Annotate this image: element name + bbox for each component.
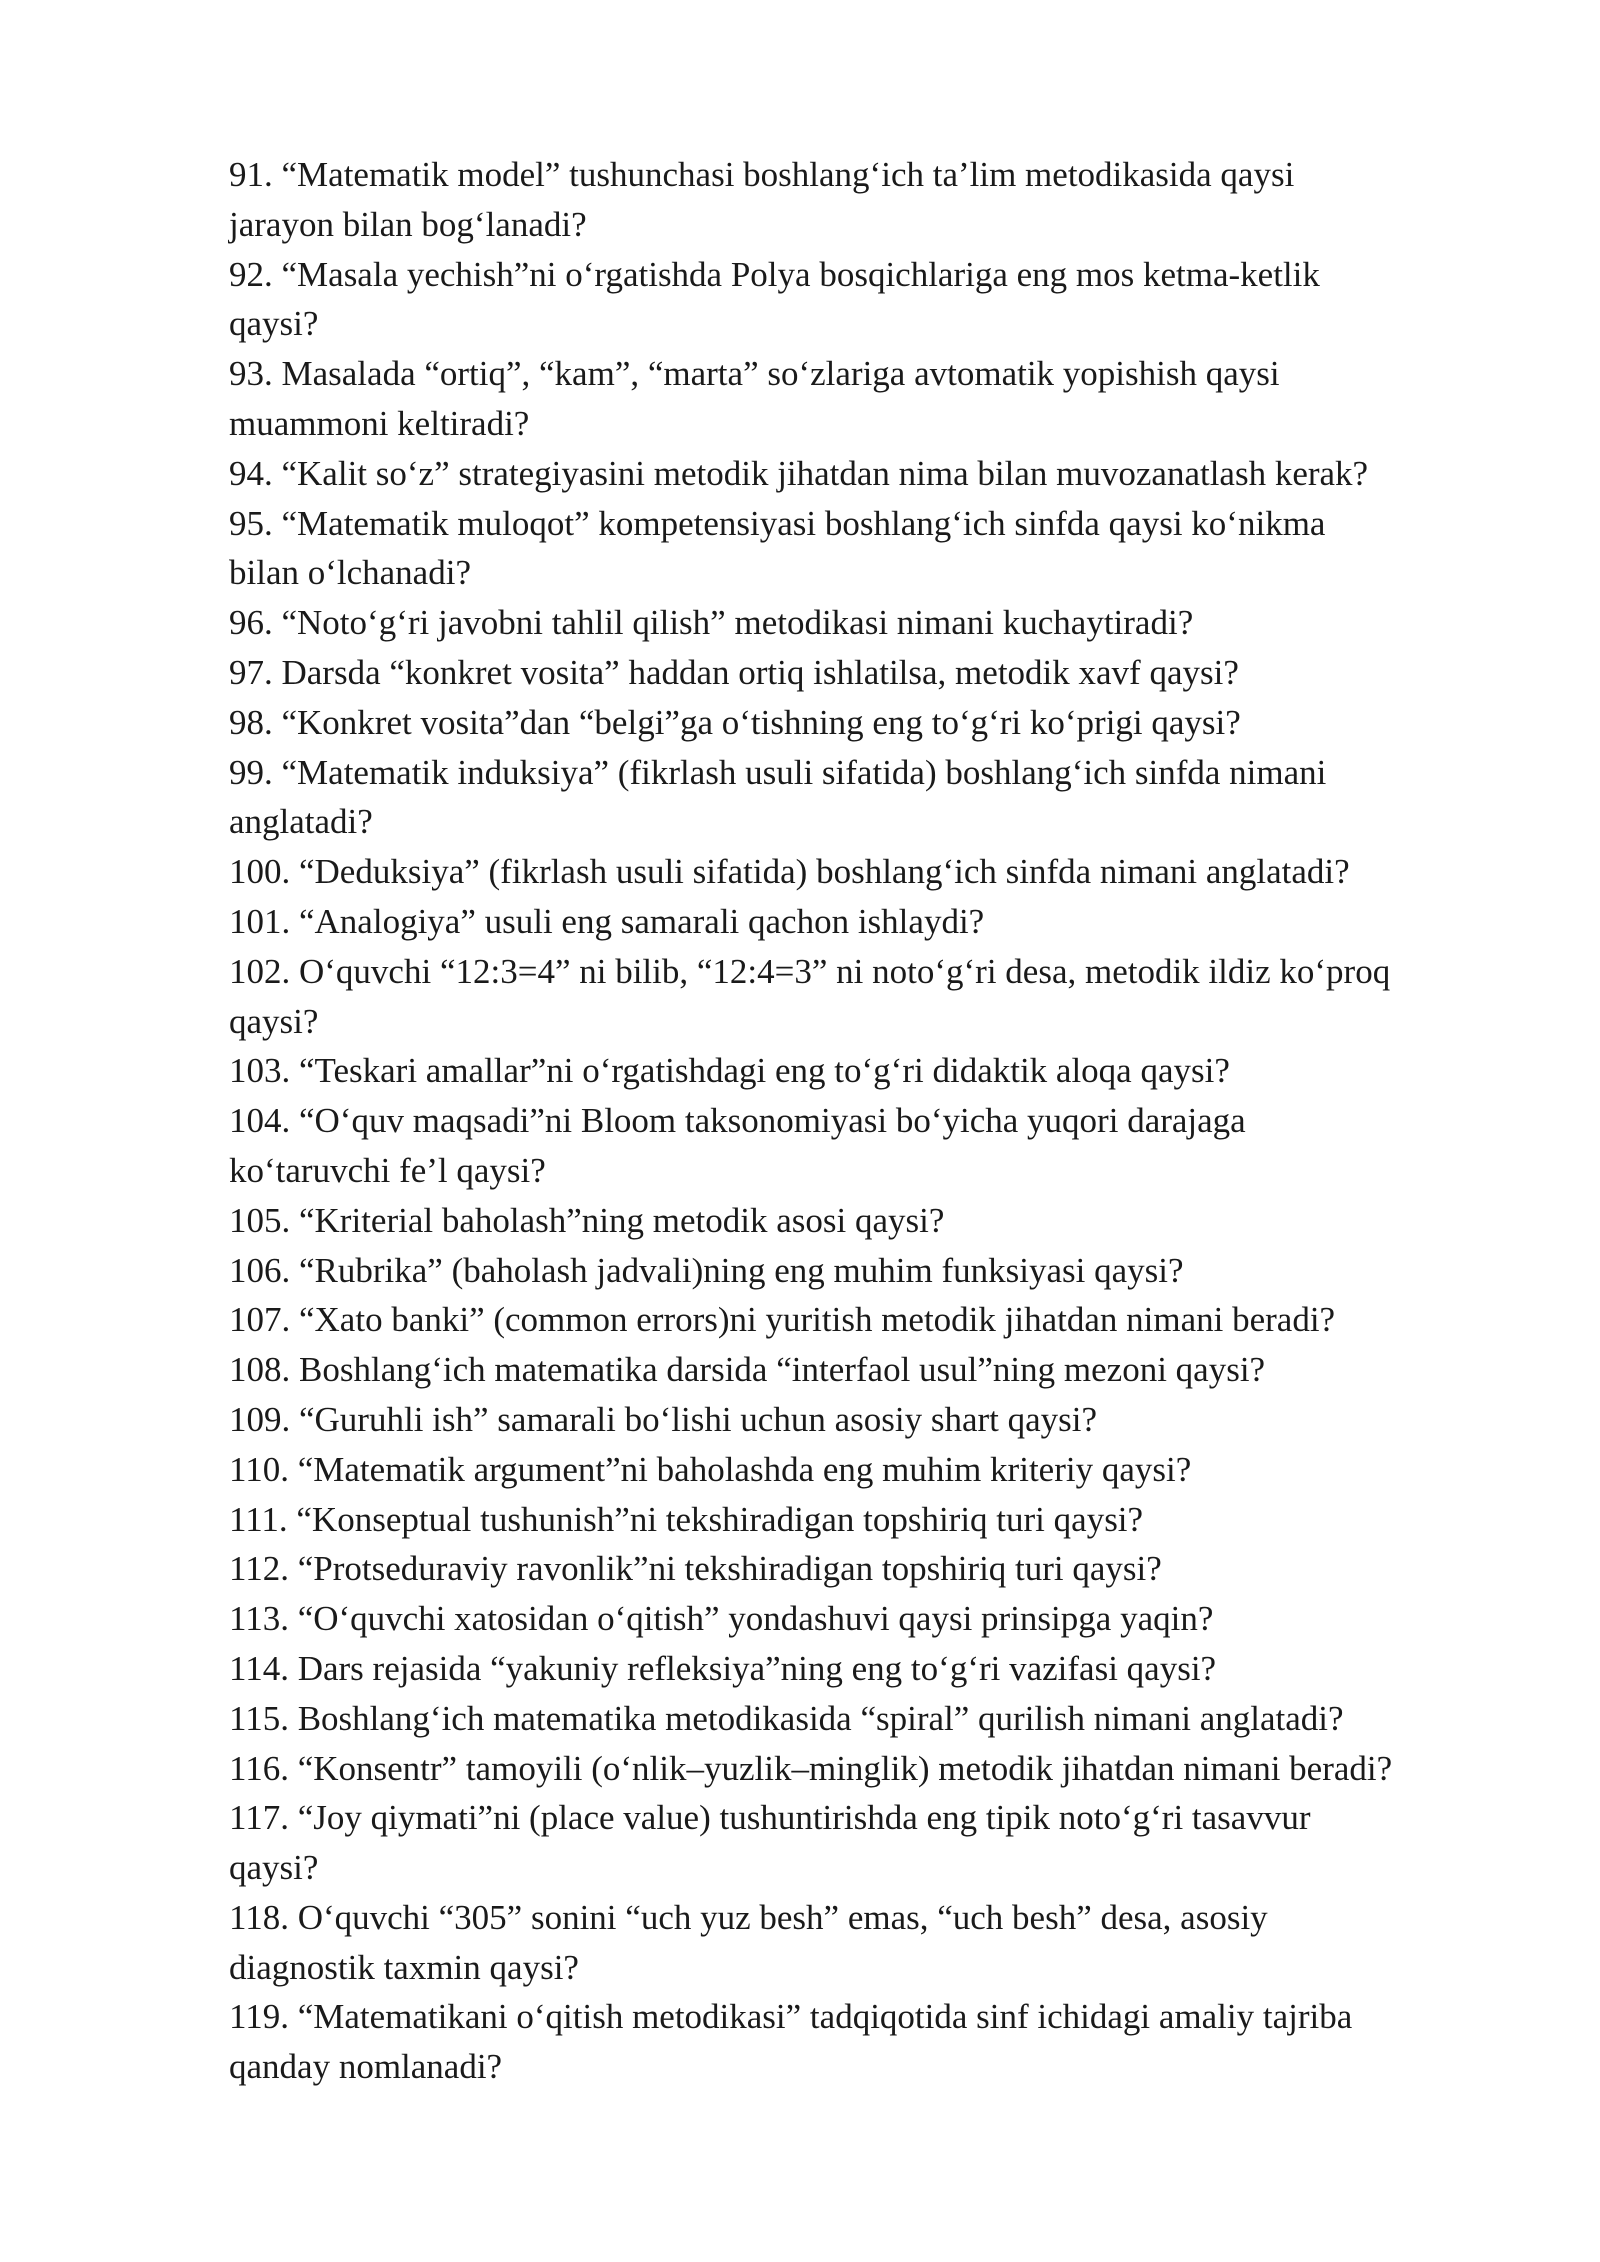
question-item-97 xyxy=(229,648,1529,698)
question-text: 97. Darsda “konkret vosita” haddan ortiq ishlatilsa, metodik xavf qaysi? xyxy=(229,652,1239,692)
question-item-99 xyxy=(229,748,1529,848)
question-item-108 xyxy=(229,1345,1529,1395)
question-item-114 xyxy=(229,1644,1529,1694)
question-item-112 xyxy=(229,1544,1529,1594)
question-text: 93. Masalada “ortiq”, “kam”, “marta” so‘zlariga avtomatik yopishish qaysi xyxy=(229,354,1280,394)
question-item-111 xyxy=(229,1495,1529,1545)
question-item-115 xyxy=(229,1694,1529,1744)
question-text: 107. “Xato banki” (common errors)ni yuritish metodik jihatdan nimani beradi? xyxy=(229,1300,1336,1340)
question-item-102 xyxy=(229,947,1529,1047)
question-text-continued: jarayon bilan bog‘lanadi? xyxy=(229,204,587,244)
question-text: 99. “Matematik induksiya” (fikrlash usuli sifatida) boshlang‘ich sinfda nimani xyxy=(229,752,1327,792)
question-text-continued: diagnostik taxmin qaysi? xyxy=(229,1947,579,1987)
question-text: 100. “Deduksiya” (fikrlash usuli sifatida) boshlang‘ich sinfda nimani anglatadi? xyxy=(229,852,1350,892)
question-text: 113. “O‘quvchi xatosidan o‘qitish” yondashuvi qaysi prinsipga yaqin? xyxy=(229,1599,1214,1639)
question-item-96 xyxy=(229,598,1529,648)
question-text-continued: qaysi? xyxy=(229,1001,319,1041)
question-text: 112. “Protseduraviy ravonlik”ni tekshiradigan topshiriq turi qaysi? xyxy=(229,1549,1162,1589)
question-item-94 xyxy=(229,449,1529,499)
question-text: 98. “Konkret vosita”dan “belgi”ga o‘tishning eng to‘g‘ri ko‘prigi qaysi? xyxy=(229,702,1241,742)
question-text-continued: muammoni keltiradi? xyxy=(229,403,530,443)
question-text: 118. O‘quvchi “305” sonini “uch yuz besh” emas, “uch besh” desa, asosiy xyxy=(229,1897,1268,1937)
question-item-110 xyxy=(229,1445,1529,1495)
question-item-116 xyxy=(229,1744,1529,1794)
question-item-103 xyxy=(229,1046,1529,1096)
question-item-117 xyxy=(229,1793,1529,1893)
question-text: 106. “Rubrika” (baholash jadvali)ning eng muhim funksiyasi qaysi? xyxy=(229,1250,1184,1290)
question-text: 110. “Matematik argument”ni baholashda eng muhim kriteriy qaysi? xyxy=(229,1449,1192,1489)
question-item-106 xyxy=(229,1246,1529,1296)
question-item-113 xyxy=(229,1594,1529,1644)
question-list xyxy=(229,150,1529,2092)
question-text: 111. “Konseptual tushunish”ni tekshiradigan topshiriq turi qaysi? xyxy=(229,1499,1144,1539)
question-text: 101. “Analogiya” usuli eng samarali qachon ishlaydi? xyxy=(229,901,985,941)
question-text: 105. “Kriterial baholash”ning metodik asosi qaysi? xyxy=(229,1200,945,1240)
question-text-continued: bilan o‘lchanadi? xyxy=(229,553,471,593)
question-item-93 xyxy=(229,349,1529,449)
question-text: 109. “Guruhli ish” samarali bo‘lishi uchun asosiy shart qaysi? xyxy=(229,1399,1098,1439)
question-item-101 xyxy=(229,897,1529,947)
question-text: 96. “Noto‘g‘ri javobni tahlil qilish” metodikasi nimani kuchaytiradi? xyxy=(229,603,1194,643)
question-text: 95. “Matematik muloqot” kompetensiyasi boshlang‘ich sinfda qaysi ko‘nikma xyxy=(229,503,1326,543)
question-text: 117. “Joy qiymati”ni (place value) tushuntirishda eng tipik noto‘g‘ri tasavvur xyxy=(229,1798,1311,1838)
question-text: 94. “Kalit so‘z” strategiyasini metodik jihatdan nima bilan muvozanatlash kerak? xyxy=(229,453,1369,493)
question-text-continued: anglatadi? xyxy=(229,802,373,842)
question-text: 103. “Teskari amallar”ni o‘rgatishdagi eng to‘g‘ri didaktik aloqa qaysi? xyxy=(229,1051,1230,1091)
question-item-98 xyxy=(229,698,1529,748)
question-text-continued: ko‘taruvchi fe’l qaysi? xyxy=(229,1150,546,1190)
question-text: 119. “Matematikani o‘qitish metodikasi” tadqiqotida sinf ichidagi amaliy tajriba xyxy=(229,1997,1353,2037)
question-text: 116. “Konsentr” tamoyili (o‘nlik–yuzlik–minglik) metodik jihatdan nimani beradi? xyxy=(229,1748,1393,1788)
question-item-92 xyxy=(229,250,1529,350)
question-text: 114. Dars rejasida “yakuniy refleksiya”ning eng to‘g‘ri vazifasi qaysi? xyxy=(229,1648,1217,1688)
question-item-100 xyxy=(229,847,1529,897)
question-item-119 xyxy=(229,1992,1529,2092)
question-item-91 xyxy=(229,150,1529,250)
question-item-109 xyxy=(229,1395,1529,1445)
question-text: 104. “O‘quv maqsadi”ni Bloom taksonomiyasi bo‘yicha yuqori darajaga xyxy=(229,1101,1246,1141)
question-text: 92. “Masala yechish”ni o‘rgatishda Polya bosqichlariga eng mos ketma-ketlik xyxy=(229,254,1320,294)
question-item-118 xyxy=(229,1893,1529,1993)
question-text: 115. Boshlang‘ich matematika metodikasida “spiral” qurilish nimani anglatadi? xyxy=(229,1698,1344,1738)
question-text: 91. “Matematik model” tushunchasi boshlang‘ich ta’lim metodikasida qaysi xyxy=(229,155,1295,194)
question-text: 102. O‘quvchi “12:3=4” ni bilib, “12:4=3” ni noto‘g‘ri desa, metodik ildiz ko‘proq xyxy=(229,951,1391,991)
question-item-107 xyxy=(229,1295,1529,1345)
question-text-continued: qanday nomlanadi? xyxy=(229,2047,503,2087)
question-item-105 xyxy=(229,1196,1529,1246)
question-text: 108. Boshlang‘ich matematika darsida “interfaol usul”ning mezoni qaysi? xyxy=(229,1350,1266,1390)
question-item-104 xyxy=(229,1096,1529,1196)
question-text-continued: qaysi? xyxy=(229,1848,319,1888)
question-item-95 xyxy=(229,499,1529,599)
question-text-continued: qaysi? xyxy=(229,304,319,344)
